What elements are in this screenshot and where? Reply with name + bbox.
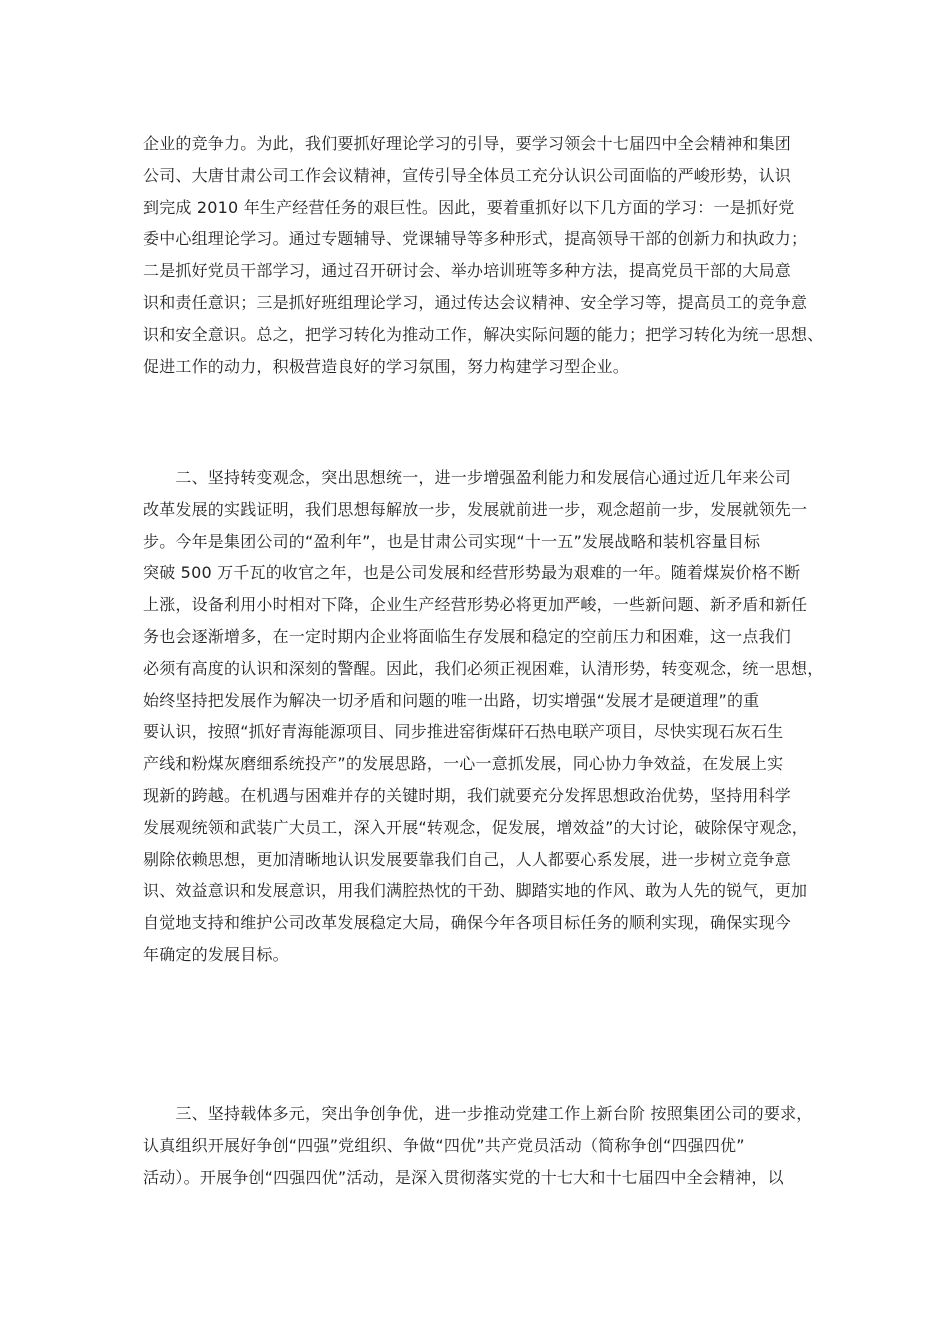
text-line: 必须有高度的认识和深刻的警醒。因此，我们必须正视困难，认清形势，转变观念，统一思想，: [143, 658, 824, 678]
text-line: 要认识，按照“抓好青海能源项目、同步推进窑街煤矸石热电联产项目，尽快实现石灰石生: [143, 722, 784, 742]
paragraph-section-two: [143, 462, 825, 971]
text-line: 到完成 2010 年生产经营任务的艰巨性。因此，要着重抓好以下几方面的学习：一是抓好党: [143, 197, 795, 217]
text-line: 识和责任意识；三是抓好班组理论学习，通过传达会议精神、安全学习等，提高员工的竞争意: [143, 292, 808, 312]
text-line: 务也会逐渐增多，在一定时期内企业将面临生存发展和稳定的空前压力和困难，这一点我们: [143, 626, 792, 646]
text-line: 始终坚持把发展作为解决一切矛盾和问题的唯一出路，切实增强“发展才是硬道理”的重: [143, 690, 760, 710]
text-line: 剔除依赖思想，更加清晰地认识发展要靠我们自己，人人都要心系发展，进一步树立竞争意: [143, 849, 792, 869]
paragraph-section-three: [143, 1098, 825, 1193]
text-line: 委中心组理论学习。通过专题辅导、党课辅导等多种形式，提高领导干部的创新力和执政力；: [143, 229, 808, 249]
paragraph-study-guidance: [143, 128, 825, 382]
text-line: 改革发展的实践证明，我们思想每解放一步，发展就前进一步，观念超前一步，发展就领先一: [143, 499, 808, 519]
text-line: 现新的跨越。在机遇与困难并存的关键时期，我们就要充分发挥思想政治优势，坚持用科学: [143, 785, 792, 805]
text-line: 公司、大唐甘肃公司工作会议精神，宣传引导全体员工充分认识公司面临的严峻形势，认识: [143, 165, 792, 185]
text-line: 识和安全意识。总之，把学习转化为推动工作，解决实际问题的能力；把学习转化为统一思想、: [143, 324, 824, 344]
text-line: 认真组织开展好争创“四强”党组织、争做“四优”共产党员活动（简称争创“四强四优”: [143, 1135, 745, 1155]
text-line: 步。今年是集团公司的“盈利年”，也是甘肃公司实现“十一五”发展战略和装机容量目标: [143, 531, 761, 551]
text-line: 活动）。开展争创“四强四优”活动，是深入贯彻落实党的十七大和十七届四中全会精神，以: [143, 1167, 784, 1187]
text-line: 企业的竞争力。为此，我们要抓好理论学习的引导，要学习领会十七届四中全会精神和集团: [143, 134, 792, 153]
text-line: 自觉地支持和维护公司改革发展稳定大局，确保今年各项目标任务的顺利实现，确保实现今: [143, 913, 792, 933]
text-line: 促进工作的动力，积极营造良好的学习氛围，努力构建学习型企业。: [143, 356, 630, 376]
text-line: 上涨，设备利用小时相对下降，企业生产经营形势必将更加严峻，一些新问题、新矛盾和新任: [143, 595, 808, 615]
text-line: 二是抓好党员干部学习，通过召开研讨会、举办培训班等多种方法，提高党员干部的大局意: [143, 261, 792, 281]
section-heading-line: 二、坚持转变观念，突出思想统一，进一步增强盈利能力和发展信心通过近几年来公司: [143, 468, 792, 487]
text-line: 突破 500 万千瓦的收官之年，也是公司发展和经营形势最为艰难的一年。随着煤炭价格不断: [143, 563, 801, 583]
text-line: 年确定的发展目标。: [143, 944, 289, 964]
text-line: 产线和粉煤灰磨细系统投产”的发展思路，一心一意抓发展，同心协力争效益，在发展上实: [143, 754, 784, 774]
text-line: 识、效益意识和发展意识，用我们满腔热忱的干劲、脚踏实地的作风、敢为人先的锐气，更加: [143, 881, 808, 901]
text-line: 发展观统领和武装广大员工，深入开展“转观念，促发展，增效益”的大讨论，破除保守观念，: [143, 817, 808, 837]
section-heading-line: 三、坚持载体多元，突出争创争优，进一步推动党建工作上新台阶 按照集团公司的要求，: [143, 1104, 813, 1123]
